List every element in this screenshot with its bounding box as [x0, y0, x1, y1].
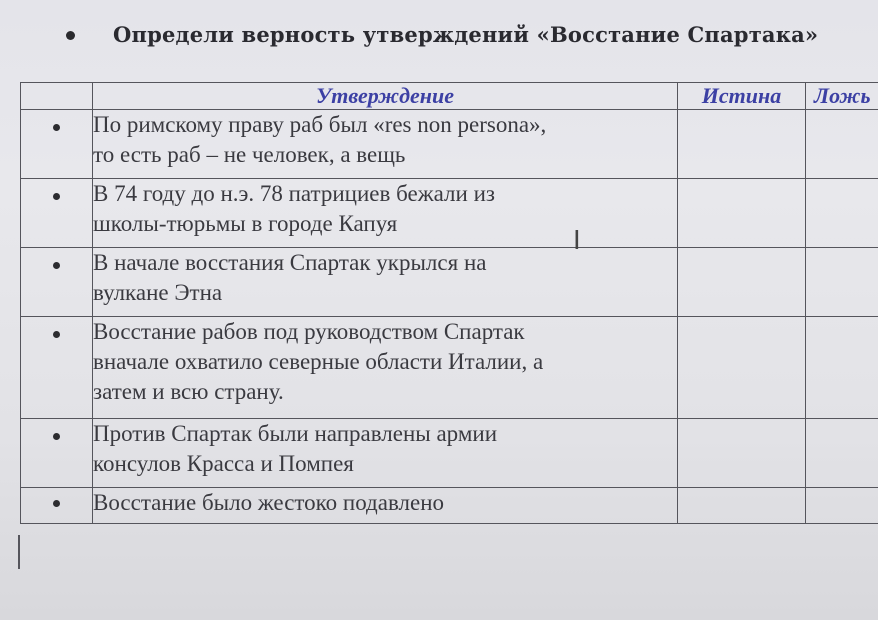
true-answer-cell[interactable]	[678, 488, 806, 524]
statement-line: затем и всю страну.	[93, 379, 284, 404]
statement-line: консулов Красса и Помпея	[93, 451, 354, 476]
false-answer-cell[interactable]	[806, 248, 878, 317]
statement-cell	[93, 419, 678, 488]
table-row	[21, 488, 878, 524]
header-false: Ложь	[806, 83, 878, 110]
bullet-icon	[53, 262, 60, 269]
table-header-row	[21, 83, 878, 110]
page-title: Определи верность утверждений «Восстание Спартака»	[113, 22, 819, 47]
statement-line: По римскому праву раб был «res non persona»,	[93, 112, 547, 137]
statement-cell	[93, 488, 678, 524]
table-row	[21, 110, 878, 179]
true-answer-cell[interactable]	[678, 110, 806, 179]
statement-line: Восстание было жестоко подавлено	[93, 490, 445, 515]
statement-cell	[93, 179, 678, 248]
statement-cell	[93, 317, 678, 419]
statements-table	[20, 82, 878, 524]
true-answer-cell[interactable]	[678, 317, 806, 419]
statement-line: школы-тюрьмы в городе Капуя	[93, 211, 398, 236]
header-statement: Утверждение	[93, 83, 678, 110]
bullet-icon	[53, 124, 60, 131]
statement-line: В начале восстания Спартак укрылся на	[93, 250, 487, 275]
row-bullet-cell	[21, 110, 93, 179]
false-answer-cell[interactable]	[806, 179, 878, 248]
statement-cell	[93, 110, 678, 179]
bullet-icon	[53, 193, 60, 200]
header-true: Истина	[678, 83, 806, 110]
true-answer-cell[interactable]	[678, 419, 806, 488]
row-bullet-cell	[21, 248, 93, 317]
false-answer-cell[interactable]	[806, 488, 878, 524]
false-answer-cell[interactable]	[806, 110, 878, 179]
statement-line: вначале охватило северные области Италии, а	[93, 349, 544, 374]
row-bullet-cell	[21, 488, 93, 524]
true-answer-cell[interactable]	[678, 179, 806, 248]
false-answer-cell[interactable]	[806, 317, 878, 419]
row-bullet-cell	[21, 317, 93, 419]
statement-line: Восстание рабов под руководством Спартак	[93, 319, 525, 344]
table-row	[21, 179, 878, 248]
statement-line: вулкане Этна	[93, 280, 223, 305]
statement-cell	[93, 248, 678, 317]
false-answer-cell[interactable]	[806, 419, 878, 488]
table-row	[21, 317, 878, 419]
statement-line: то есть раб – не человек, а вещь	[93, 142, 406, 167]
title-row	[66, 22, 818, 47]
statement-line: Против Спартак были направлены армии	[93, 421, 498, 446]
bullet-icon	[53, 433, 60, 440]
text-cursor-icon: I	[573, 226, 581, 256]
statement-line: В 74 году до н.э. 78 патрициев бежали из	[93, 181, 495, 206]
bullet-icon	[53, 331, 60, 338]
table-row	[21, 248, 878, 317]
header-number-cell	[21, 83, 93, 110]
table-row	[21, 419, 878, 488]
true-answer-cell[interactable]	[678, 248, 806, 317]
table-edge-line	[18, 535, 20, 569]
row-bullet-cell	[21, 179, 93, 248]
bullet-icon	[66, 31, 75, 40]
row-bullet-cell	[21, 419, 93, 488]
bullet-icon	[53, 500, 60, 507]
